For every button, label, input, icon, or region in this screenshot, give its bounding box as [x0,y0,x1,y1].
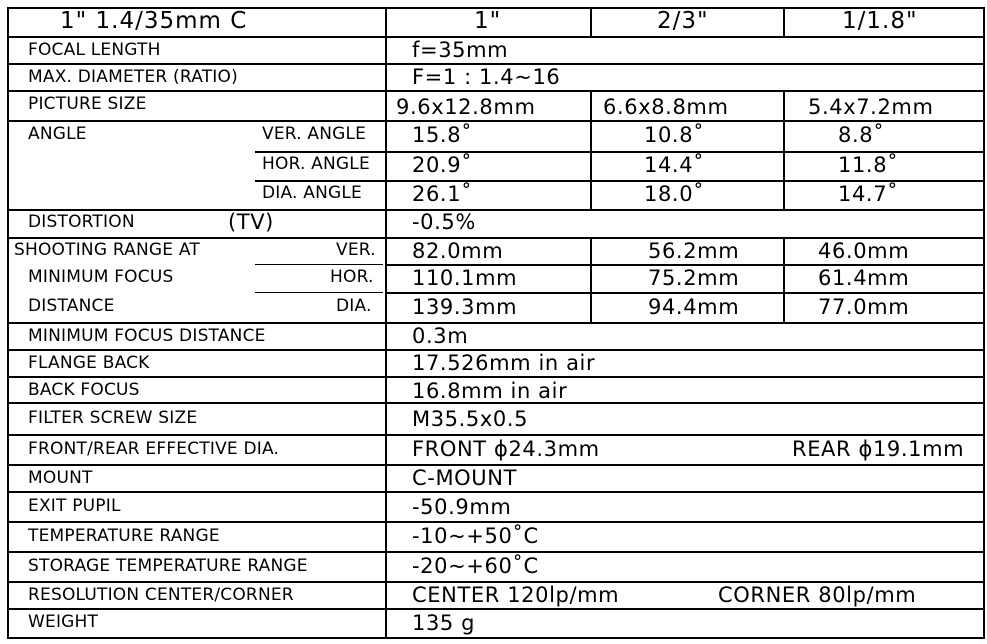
shooting-dia-value-3: 77.0mm [818,295,910,319]
shooting-ver-value-1: 82.0mm [412,239,504,263]
column-divider [590,237,592,324]
shooting-dia-value-1: 139.3mm [412,295,518,319]
shooting-range-label: SHOOTING RANGE AT [14,240,200,260]
mount-value: C-MOUNT [412,466,517,490]
storage-temp-value: -20~+60˚C [412,554,539,578]
row-border [7,521,983,523]
distortion-suffix: (TV) [228,210,274,234]
ver-angle-value-1: 15.8˚ [412,123,473,147]
picture-size-label: PICTURE SIZE [28,94,147,114]
focal-length-value: f=35mm [412,38,509,62]
focal-length-label: FOCAL LENGTH [28,40,161,60]
dia-angle-value-2: 18.0˚ [644,182,705,206]
resolution-label: RESOLUTION CENTER/CORNER [28,585,294,605]
label-column-divider [385,7,387,639]
temperature-label: TEMPERATURE RANGE [28,526,220,546]
min-focus-label: MINIMUM FOCUS DISTANCE [28,326,266,346]
hor-angle-value-1: 20.9˚ [412,153,473,177]
shooting-dia-label: DIA. [336,296,372,316]
shooting-ver-label: VER. [336,240,376,260]
distortion-label: DISTORTION [28,212,135,232]
ver-angle-value-2: 10.8˚ [644,123,705,147]
dia-angle-value-1: 26.1˚ [412,182,473,206]
shooting-ver-value-2: 56.2mm [648,239,740,263]
header-col-1: 1" [474,8,502,34]
header-col-3: 1/1.8" [842,8,918,34]
shooting-label-divider [255,264,383,265]
shooting-hor-value-2: 75.2mm [648,266,740,290]
dia-angle-label: DIA. ANGLE [262,183,362,203]
max-diameter-value: F=1 : 1.4~16 [412,65,561,89]
front-dia-value: FRONT ϕ24.3mm [412,437,600,461]
picture-size-value-2: 6.6x8.8mm [603,95,729,119]
rear-dia-value: REAR ϕ19.1mm [792,437,965,461]
distortion-value: -0.5% [412,210,476,234]
max-diameter-label: MAX. DIAMETER (RATIO) [28,67,238,87]
flange-back-value: 17.526mm in air [412,351,596,375]
column-divider [783,237,785,324]
hor-angle-value-3: 11.8˚ [838,153,899,177]
header-col-2: 2/3" [657,8,709,34]
ver-angle-value-3: 8.8˚ [838,123,885,147]
min-focus-value: 0.3m [412,324,469,348]
picture-size-value-3: 5.4x7.2mm [808,95,934,119]
temperature-value: -10~+50˚C [412,524,539,548]
row-border [7,90,983,92]
weight-label: WEIGHT [28,612,99,632]
row-border [385,292,983,294]
shooting-hor-value-3: 61.4mm [818,266,910,290]
effective-dia-label: FRONT/REAR EFFECTIVE DIA. [28,439,280,459]
filter-screw-value: M35.5x0.5 [412,407,529,431]
row-border [7,434,983,436]
angle-label: ANGLE [28,124,87,144]
back-focus-label: BACK FOCUS [28,380,140,400]
weight-value: 135 g [412,611,476,635]
row-border [7,322,983,324]
row-border [7,491,983,493]
row-border [7,376,983,378]
mount-label: MOUNT [28,468,93,488]
picture-size-value-1: 9.6x12.8mm [396,95,536,119]
shooting-range-label-3: DISTANCE [28,296,115,316]
resolution-corner-value: CORNER 80lp/mm [718,583,917,607]
shooting-ver-value-3: 46.0mm [818,239,910,263]
shooting-hor-value-1: 110.1mm [412,266,518,290]
row-border [7,209,983,211]
column-divider [590,7,592,38]
row-border [7,608,983,610]
shooting-dia-value-2: 94.4mm [648,295,740,319]
column-divider [590,90,592,211]
row-border [7,551,983,553]
back-focus-value: 16.8mm in air [412,379,568,403]
table-right-border [983,7,985,639]
filter-screw-label: FILTER SCREW SIZE [28,408,198,428]
table-left-border [7,7,9,639]
hor-angle-label: HOR. ANGLE [262,154,370,174]
resolution-center-value: CENTER 120lp/mm [412,583,620,607]
column-divider [783,90,785,211]
ver-angle-label: VER. ANGLE [262,124,367,144]
storage-temp-label: STORAGE TEMPERATURE RANGE [28,556,308,576]
row-border [7,120,983,122]
exit-pupil-label: EXIT PUPIL [28,496,121,516]
column-divider [783,7,785,38]
hor-angle-value-2: 14.4˚ [644,153,705,177]
shooting-range-label-2: MINIMUM FOCUS [28,267,174,287]
lens-model-title: 1" 1.4/35mm C [60,8,248,34]
table-bottom-border [7,637,983,639]
flange-back-label: FLANGE BACK [28,353,150,373]
shooting-label-divider [255,292,383,293]
dia-angle-value-3: 14.7˚ [838,182,899,206]
shooting-hor-label: HOR. [330,267,374,287]
exit-pupil-value: -50.9mm [412,495,512,519]
